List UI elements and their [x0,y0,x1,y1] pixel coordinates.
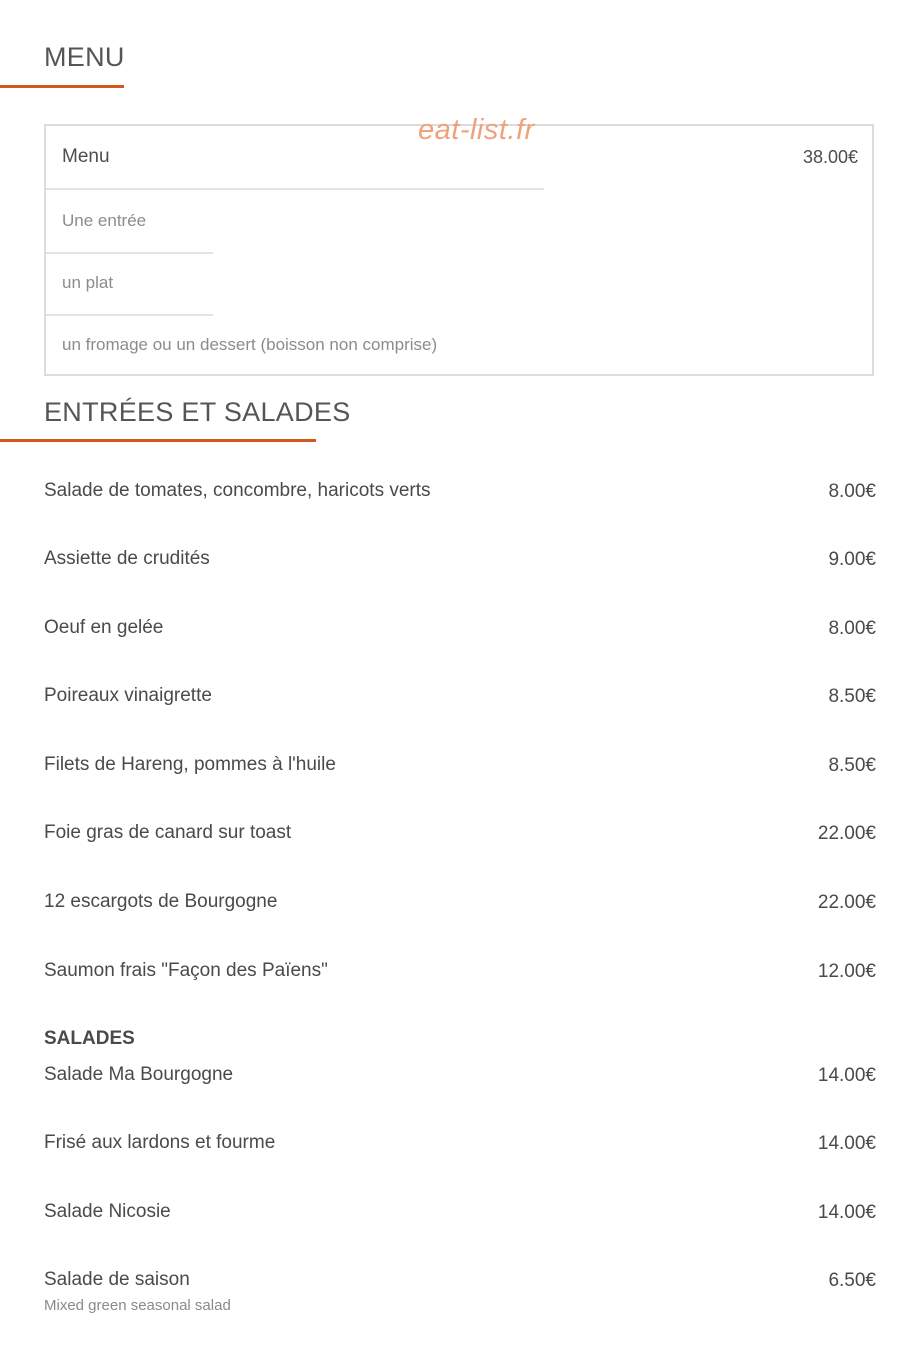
watermark-logo: eat-list.fr [418,114,535,146]
dish-name: Salade Nicosie [44,1201,171,1222]
dish-price: 9.00€ [828,549,876,570]
dish-name: Salade de tomates, concombre, haricots verts [44,480,431,501]
section-title-entrees: ENTRÉES ET SALADES [44,397,351,427]
divider [46,188,544,190]
dish-name: Foie gras de canard sur toast [44,822,292,843]
dish-price: 14.00€ [817,1133,876,1154]
divider [46,252,213,254]
dish-name: Filets de Hareng, pommes à l'huile [44,754,336,775]
dish-name: Assiette de crudités [44,548,210,569]
menu-formula-card [44,124,874,376]
dish-price: 8.00€ [828,618,876,639]
dish-price: 8.00€ [828,481,876,502]
dish-price: 12.00€ [817,961,876,982]
dish-name: 12 escargots de Bourgogne [44,891,278,912]
dish-description: Mixed green seasonal salad [44,1297,231,1314]
formula-price: 38.00€ [802,147,858,167]
dish-price: 8.50€ [828,686,876,707]
dish-name: Frisé aux lardons et fourme [44,1132,276,1153]
dish-price: 14.00€ [817,1065,876,1086]
formula-line: un fromage ou un dessert (boisson non comprise) [62,335,438,354]
formula-line: Une entrée [62,211,147,230]
dish-name: Salade de saison [44,1269,190,1290]
dish-price: 6.50€ [828,1270,876,1291]
section-underline [0,439,316,442]
section-title-menu: MENU [44,42,125,72]
dish-price: 22.00€ [817,823,876,844]
dish-price: 22.00€ [817,892,876,913]
section-underline [0,85,124,88]
dish-name: Poireaux vinaigrette [44,685,212,706]
dish-price: 8.50€ [828,755,876,776]
dish-name: Salade Ma Bourgogne [44,1064,234,1085]
formula-name: Menu [62,146,110,167]
formula-line: un plat [62,273,114,292]
divider [46,314,213,316]
dish-name: Oeuf en gelée [44,617,164,638]
dish-price: 14.00€ [817,1202,876,1223]
dish-name: Saumon frais "Façon des Païens" [44,960,328,981]
subheading-salades: SALADES [44,1028,135,1049]
